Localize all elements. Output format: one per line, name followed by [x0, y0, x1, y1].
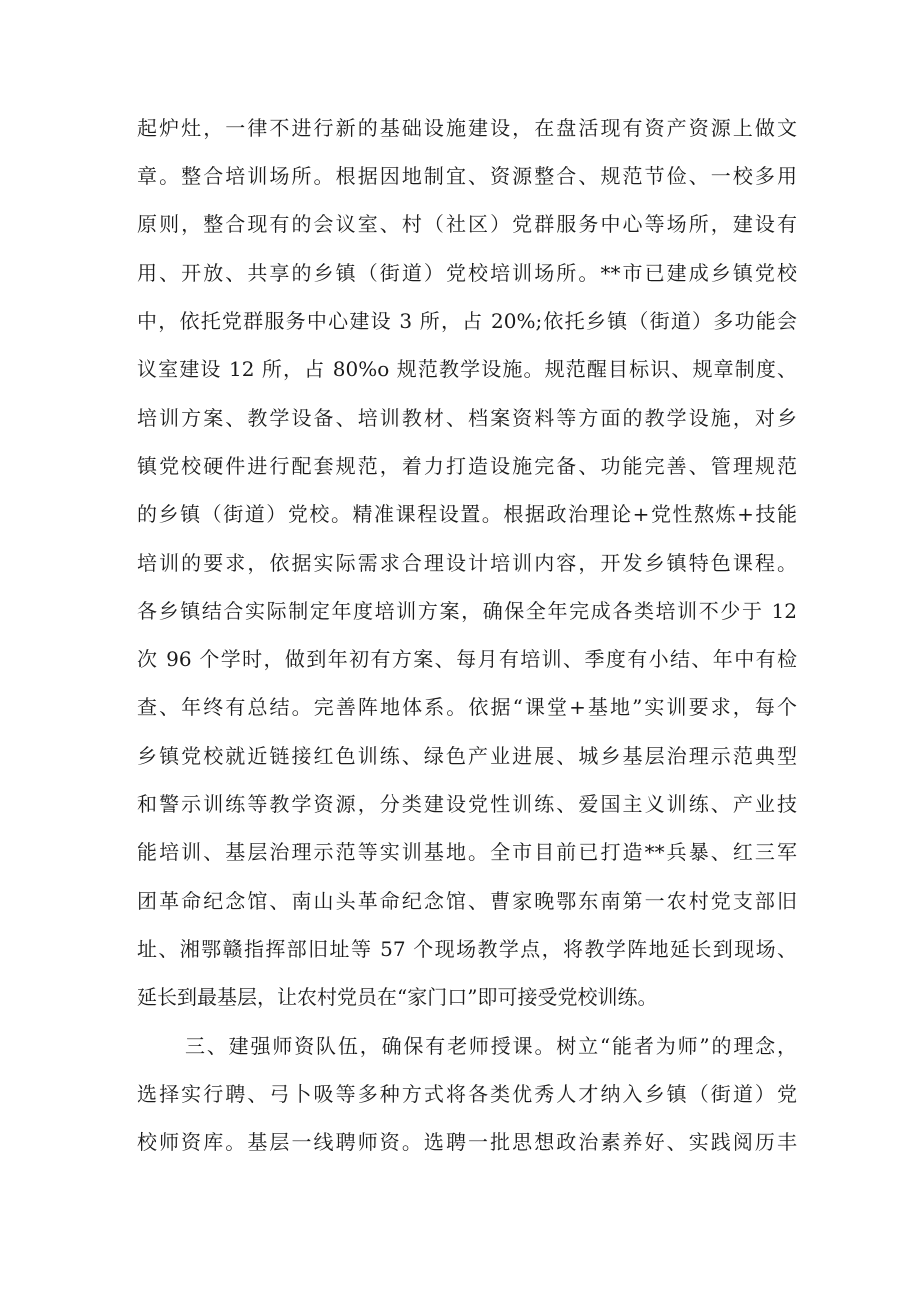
text-line: 用、开放、共享的乡镇（街道）党校培训场所。**市已建成乡镇党校	[137, 261, 797, 285]
text-line: 选择实行聘、弓卜吸等多种方式将各类优秀人才纳入乡镇（街道）党	[137, 1082, 797, 1106]
text-line: 查、年终有总结。完善阵地体系。依据“课堂+基地”实训要求，每个	[137, 695, 797, 719]
text-line: 各乡镇结合实际制定年度培训方案，确保全年完成各类培训不少于 12	[137, 599, 797, 623]
text-line: 培训方案、教学设备、培训教材、档案资料等方面的教学设施，对乡	[137, 406, 797, 430]
text-line: 议室建设 12 所，占 80%o 规范教学设施。规范醒目标识、规章制度、	[137, 357, 797, 381]
text-line: 章。整合培训场所。根据因地制宜、资源整合、规范节俭、一校多用	[137, 164, 797, 188]
text-line: 团革命纪念馆、南山头革命纪念馆、曹家晚鄂东南第一农村党支部旧	[137, 889, 797, 913]
text-line: 址、湘鄂赣指挥部旧址等 57 个现场教学点，将教学阵地延长到现场、	[137, 937, 797, 961]
text-line: 乡镇党校就近链接红色训练、绿色产业进展、城乡基层治理示范典型	[137, 744, 797, 768]
text-line: 校师资库。基层一线聘师资。选聘一批思想政治素养好、实践阅历丰	[137, 1130, 797, 1154]
text-line: 镇党校硬件进行配套规范，着力打造设施完备、功能完善、管理规范	[137, 454, 797, 478]
text-line: 起炉灶，一律不进行新的基础设施建设，在盘活现有资产资源上做文	[137, 116, 797, 140]
text-line: 能培训、基层治理示范等实训基地。全市目前已打造**兵暴、红三军	[137, 840, 797, 864]
text-line: 延长到最基层，让农村党员在“家门口”即可接受党校训练。	[137, 985, 658, 1009]
paragraph-start-line: 三、建强师资队伍，确保有老师授课。树立“能者为师”的理念，	[185, 1034, 797, 1058]
text-line: 次 96 个学时，做到年初有方案、每月有培训、季度有小结、年中有检	[137, 647, 797, 671]
text-line: 中，依托党群服务中心建设 3 所，占 20%;依托乡镇（街道）多功能会	[137, 309, 797, 333]
text-line: 和警示训练等教学资源，分类建设党性训练、爱国主义训练、产业技	[137, 792, 797, 816]
text-line: 的乡镇（街道）党校。精准课程设置。根据政治理论+党性熬炼+技能	[137, 502, 797, 526]
text-line: 培训的要求，依据实际需求合理设计培训内容，开发乡镇特色课程。	[137, 551, 797, 575]
text-line: 原则，整合现有的会议室、村（社区）党群服务中心等场所，建设有	[137, 212, 797, 236]
